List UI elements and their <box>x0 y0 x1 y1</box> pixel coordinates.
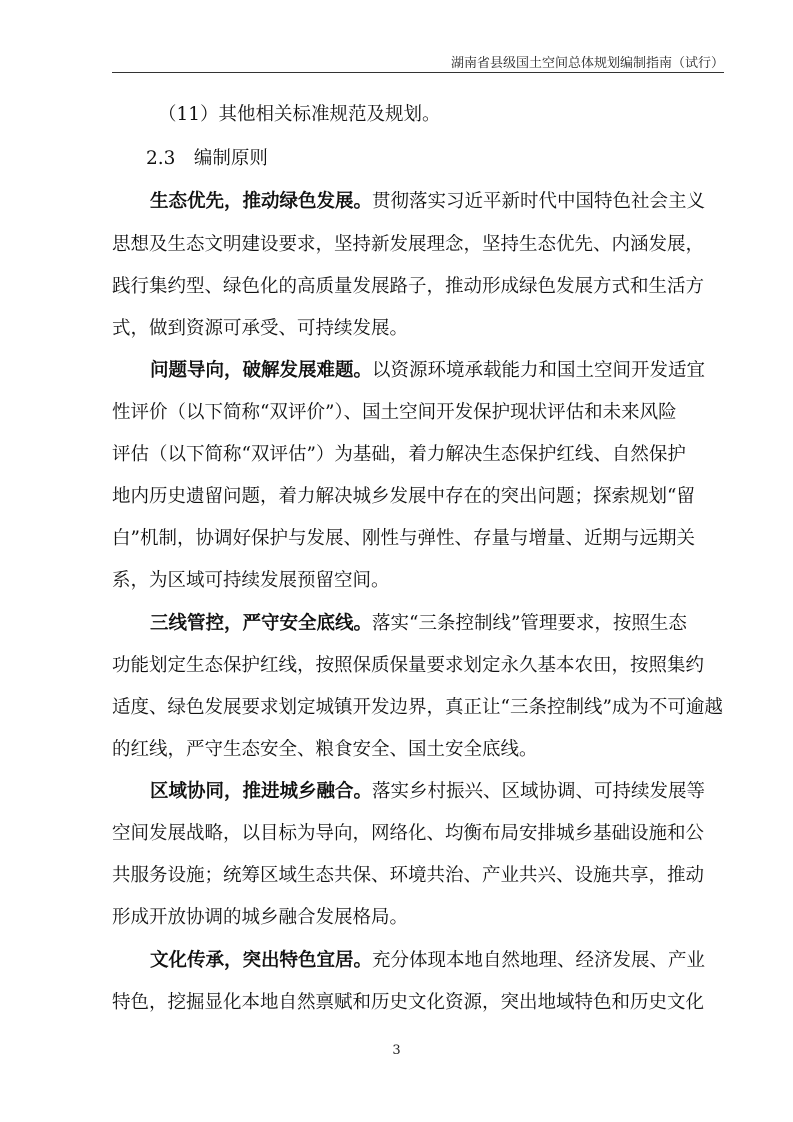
principle-1-line-4: 式，做到资源可承受、可持续发展。 <box>112 318 409 339</box>
principle-4-first-line <box>150 780 705 804</box>
principle-2-lead: 问题导向，破解发展难题。 <box>150 360 373 381</box>
principle-3-line-1-text: 落实“三条控制线”管理要求，按照生态 <box>372 613 687 634</box>
principle-4-line-3: 共服务设施；统筹区域生态共保、环境共治、产业共兴、设施共享，推动 <box>112 865 705 886</box>
principle-3-first-line <box>150 612 687 636</box>
principle-2-line-4: 地内历史遗留问题，着力解决城乡发展中存在的突出问题；探索规划“留 <box>112 486 695 507</box>
principle-4-line-4: 形成开放协调的城乡融合发展格局。 <box>112 907 409 928</box>
page-header <box>112 48 724 73</box>
principle-5-first-line <box>150 949 705 973</box>
principle-3-line-3: 适度、绿色发展要求划定城镇开发边界，真正让“三条控制线”成为不可逾越 <box>112 697 723 718</box>
principle-2-line-6: 系，为区域可持续发展预留空间。 <box>112 570 390 591</box>
principle-2-line-5: 白”机制，协调好保护与发展、刚性与弹性、存量与增量、近期与远期关 <box>112 528 695 549</box>
principle-4-line-1-text: 落实乡村振兴、区域协调、可持续发展等 <box>372 781 706 802</box>
page-number: 3 <box>392 1043 401 1058</box>
header-title: 湖南省县级国土空间总体规划编制指南（试行） <box>450 56 724 71</box>
section-heading: 2.3 编制原则 <box>146 148 268 169</box>
principle-1-line-1-text: 贯彻落实习近平新时代中国特色社会主义 <box>372 191 706 212</box>
principle-4-line-2: 空间发展战略，以目标为导向，网络化、均衡布局安排城乡基础设施和公 <box>112 823 705 844</box>
principle-2-line-3: 评估（以下简称“双评估”）为基础，着力解决生态保护红线、自然保护 <box>112 444 686 465</box>
principle-1-line-3: 践行集约型、绿色化的高质量发展路子，推动形成绿色发展方式和生活方 <box>112 276 705 297</box>
principle-1-lead: 生态优先，推动绿色发展。 <box>150 191 373 212</box>
principle-2-first-line <box>150 359 705 383</box>
principle-5-line-2: 特色，挖掘显化本地自然禀赋和历史文化资源，突出地域特色和历史文化 <box>112 992 705 1013</box>
principle-3-line-2: 功能划定生态保护红线，按照保质保量要求划定永久基本农田，按照集约 <box>112 655 705 676</box>
principle-1-first-line <box>150 190 705 214</box>
principle-5-line-1-text: 充分体现本地自然地理、经济发展、产业 <box>372 950 706 971</box>
principle-2-line-1-text: 以资源环境承载能力和国土空间开发适宜 <box>372 360 706 381</box>
principle-2-line-2: 性评价（以下简称“双评价”）、国土空间开发保护现状评估和未来风险 <box>112 402 677 423</box>
principle-3-line-4: 的红线，严守生态安全、粮食安全、国土安全底线。 <box>112 739 538 760</box>
principle-5-lead: 文化传承，突出特色宜居。 <box>150 950 373 971</box>
principle-3-lead: 三线管控，严守安全底线。 <box>150 613 373 634</box>
principle-4-lead: 区域协同，推进城乡融合。 <box>150 781 373 802</box>
principle-1-line-2: 思想及生态文明建设要求，坚持新发展理念，坚持生态优先、内涵发展， <box>112 234 705 255</box>
item-11: （11）其他相关标准规范及规划。 <box>158 104 441 125</box>
